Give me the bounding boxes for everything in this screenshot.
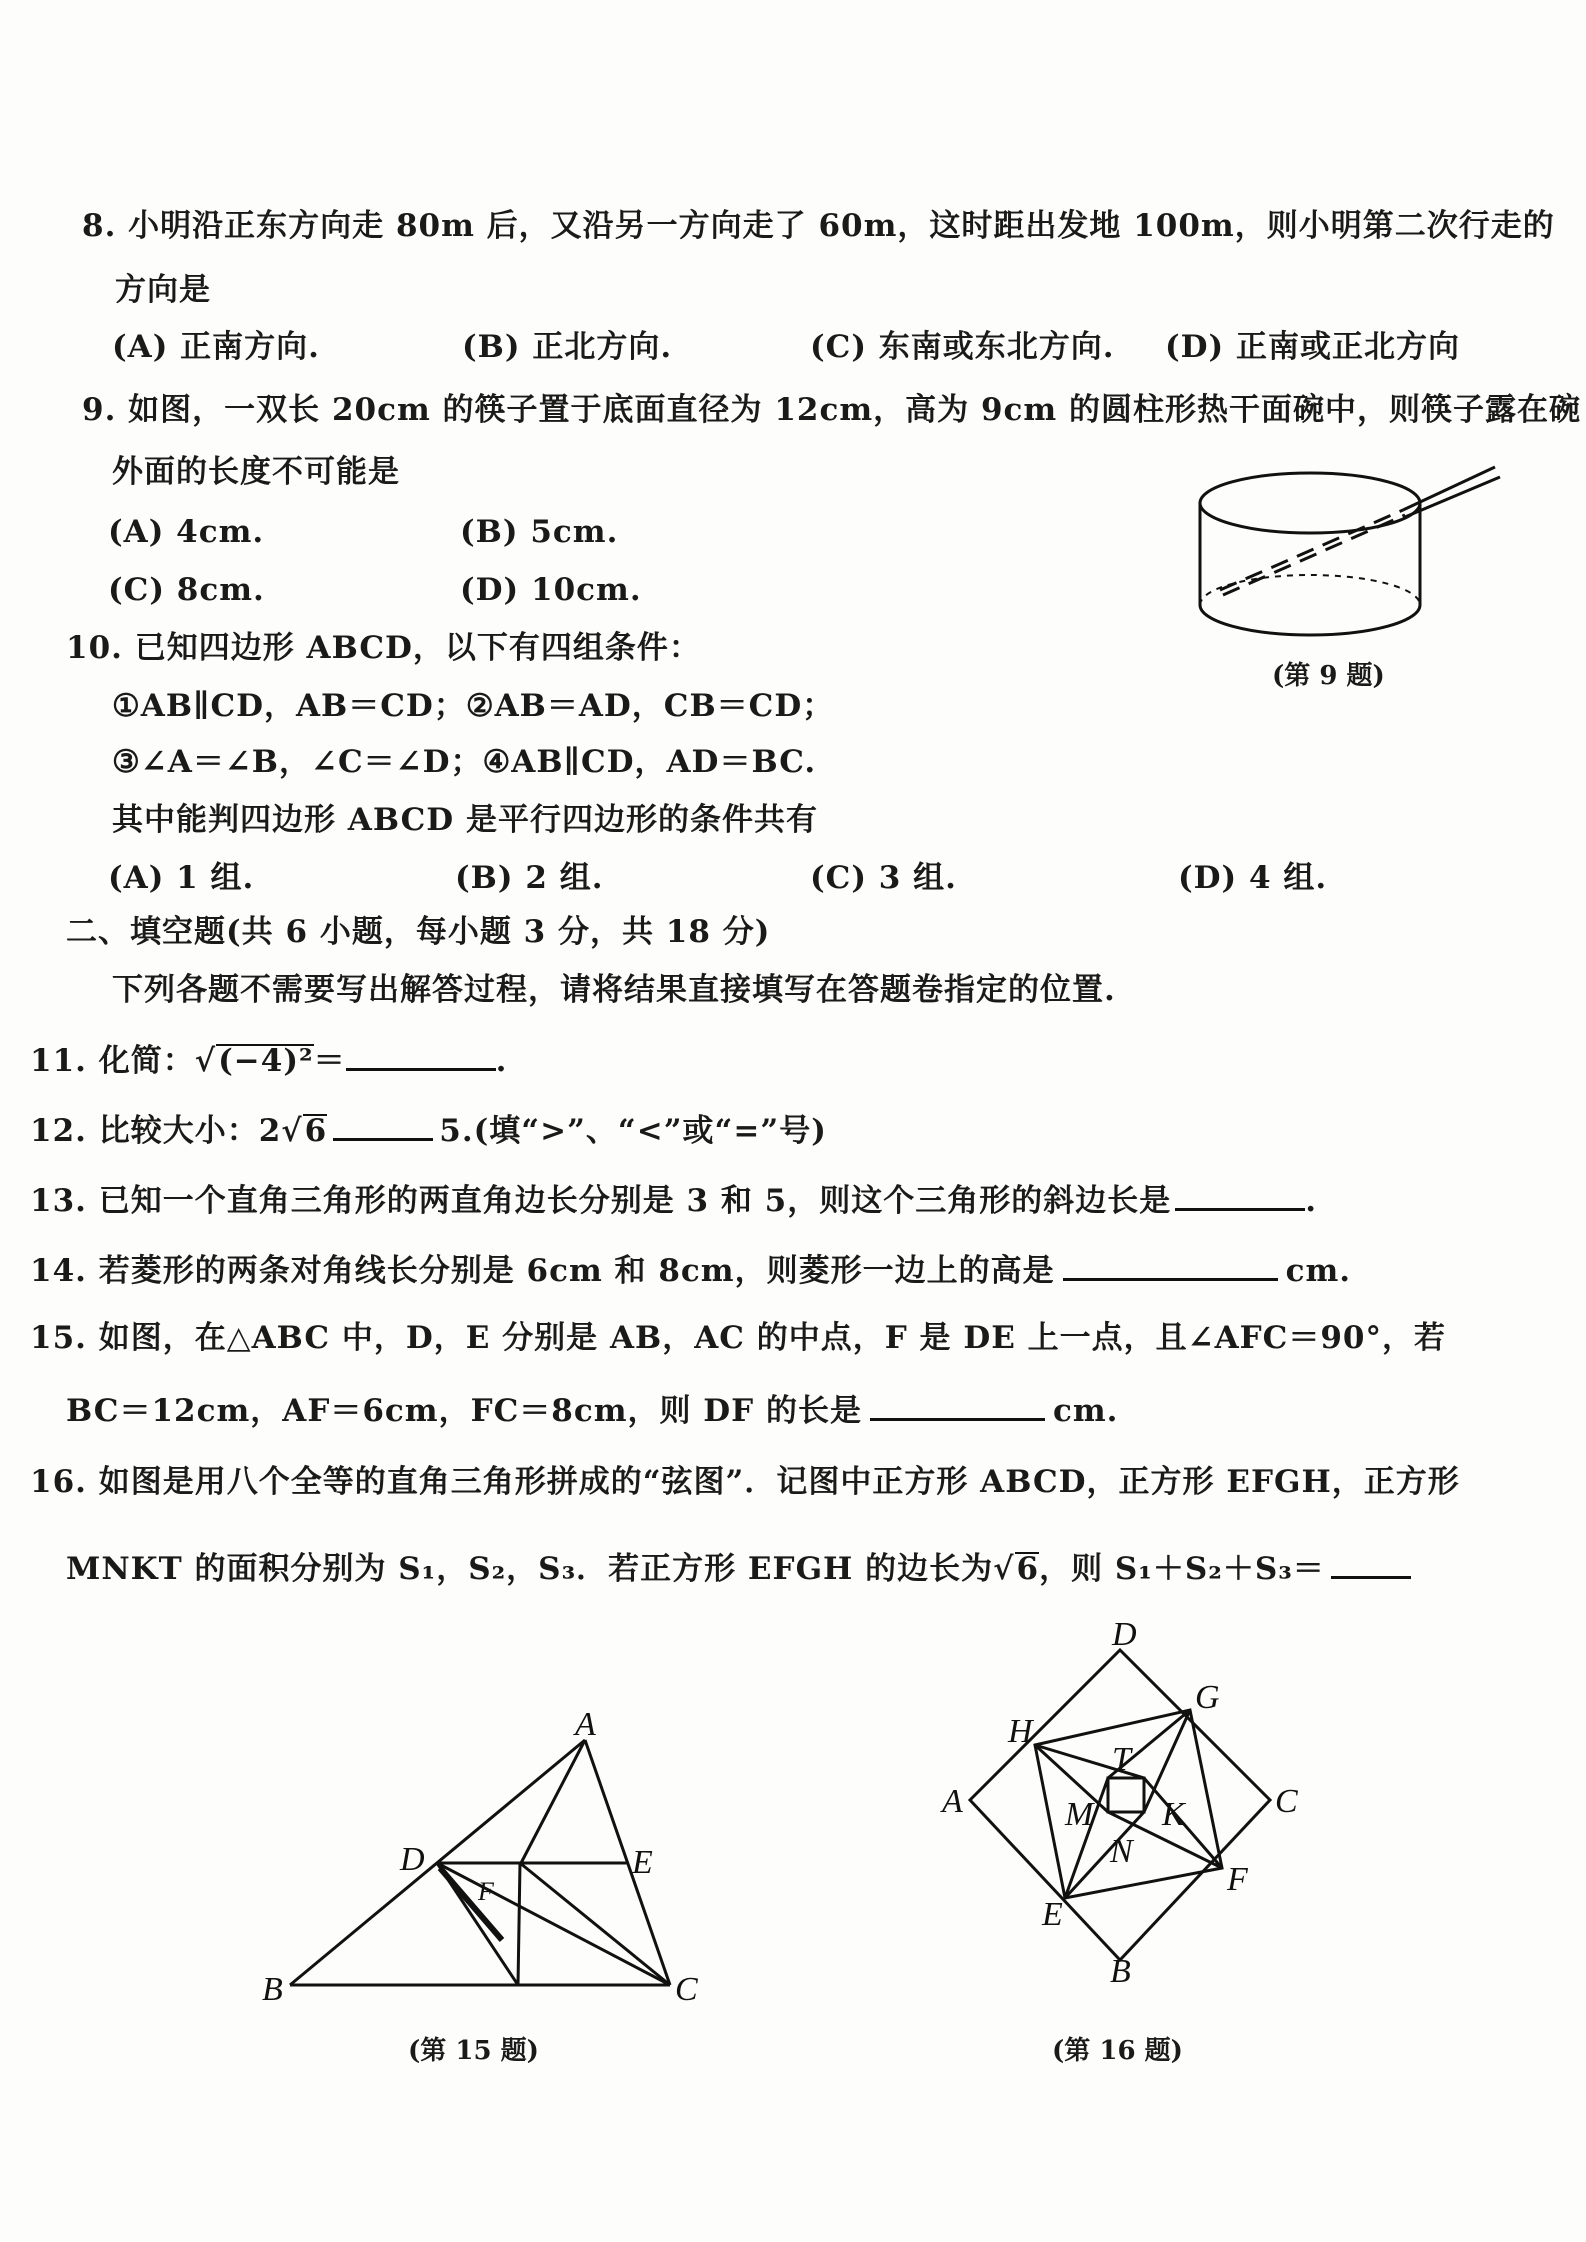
- sqrt-sign: √: [281, 1113, 303, 1149]
- q9-option-a: (A) 4cm.: [108, 514, 265, 550]
- q16-answer-blank[interactable]: [1331, 1546, 1411, 1579]
- figure-9-bowl: [1195, 455, 1515, 645]
- q14-suffix: cm.: [1285, 1253, 1352, 1289]
- q12-radicand: 6: [304, 1113, 328, 1149]
- q11-radicand: (−4)²: [218, 1043, 314, 1079]
- q8-option-b: (B) 正北方向.: [462, 329, 673, 365]
- fig16-label-h: H: [1008, 1713, 1033, 1750]
- sqrt-sign: √: [194, 1043, 217, 1079]
- q16-line1: 16. 如图是用八个全等的直角三角形拼成的“弦图”．记图中正方形 ABCD，正方形 EFGH，正方形: [30, 1464, 1460, 1500]
- q11-answer-blank[interactable]: [346, 1038, 496, 1071]
- q16-line2-b: ，则 S₁＋S₂＋S₃＝: [1039, 1551, 1325, 1587]
- q13-suffix: .: [1305, 1183, 1318, 1219]
- q10-conditions-1-2: ①AB∥CD，AB＝CD；②AB＝AD，CB＝CD；: [112, 688, 835, 724]
- q12: [30, 1108, 827, 1151]
- q8-option-c: (C) 东南或东北方向.: [810, 329, 1115, 365]
- q11-equals: ＝: [313, 1043, 346, 1079]
- q16-radicand: 6: [1016, 1551, 1040, 1587]
- fig16-label-k: K: [1162, 1796, 1185, 1833]
- q15-answer-blank[interactable]: [870, 1388, 1045, 1421]
- q8-option-d: (D) 正南或正北方向: [1165, 329, 1461, 365]
- q10-option-b: (B) 2 组.: [455, 860, 604, 896]
- q9-line1: 9. 如图，一双长 20cm 的筷子置于底面直径为 12cm，高为 9cm 的圆柱形热干面碗中，则筷子露在碗: [82, 392, 1581, 428]
- fig16-label-d: D: [1112, 1620, 1137, 1653]
- section2-heading: 二、填空题(共 6 小题，每小题 3 分，共 18 分): [66, 914, 771, 950]
- q10-line1: 10. 已知四边形 ABCD，以下有四组条件：: [66, 630, 701, 666]
- figure-16-string-diagram: [930, 1620, 1310, 2000]
- fig16-label-e: E: [1042, 1896, 1063, 1933]
- q10-option-c: (C) 3 组.: [810, 860, 957, 896]
- q11-suffix: .: [495, 1043, 508, 1079]
- figure-9-caption: (第 9 题): [1272, 661, 1385, 691]
- q10-option-d: (D) 4 组.: [1178, 860, 1328, 896]
- fig15-label-e: E: [632, 1844, 653, 1881]
- q14: [30, 1248, 1351, 1291]
- q12-prefix: 12. 比较大小：2: [30, 1113, 282, 1149]
- q8-option-a: (A) 正南方向.: [112, 329, 320, 365]
- q10-line4: 其中能判四边形 ABCD 是平行四边形的条件共有: [112, 802, 818, 838]
- figure-16-caption: (第 16 题): [1052, 2036, 1183, 2066]
- fig15-label-d: D: [400, 1841, 425, 1878]
- q12-suffix: 5.(填“>”、“<”或“=”号): [439, 1113, 827, 1149]
- q9-line2: 外面的长度不可能是: [112, 454, 400, 490]
- fig16-label-c: C: [1275, 1783, 1298, 1820]
- fig16-label-f: F: [1227, 1861, 1248, 1898]
- fig15-label-c: C: [675, 1971, 698, 2008]
- q11: [30, 1038, 507, 1081]
- q9-option-c: (C) 8cm.: [108, 572, 265, 608]
- fig15-label-f: F: [478, 1877, 494, 1906]
- fig15-label-b: B: [262, 1971, 283, 2008]
- q9-option-b: (B) 5cm.: [460, 514, 619, 550]
- q10-option-a: (A) 1 组.: [108, 860, 255, 896]
- sqrt-sign: √: [993, 1551, 1015, 1587]
- q12-answer-blank[interactable]: [333, 1108, 433, 1141]
- section2-instruction: 下列各题不需要写出解答过程，请将结果直接填写在答题卷指定的位置.: [112, 972, 1116, 1008]
- q8-line2: 方向是: [115, 272, 211, 308]
- fig16-label-a: A: [942, 1783, 963, 1820]
- figure-15-triangle: [250, 1710, 730, 2010]
- fig16-label-t: T: [1112, 1741, 1131, 1778]
- q15-line1: 15. 如图，在△ABC 中，D，E 分别是 AB，AC 的中点，F 是 DE 上一点，且∠AFC＝90°，若: [30, 1320, 1446, 1356]
- q15-line2-text: BC＝12cm，AF＝6cm，FC＝8cm，则 DF 的长是: [66, 1393, 862, 1429]
- fig16-label-g: G: [1195, 1679, 1220, 1716]
- q8-line1: 8. 小明沿正东方向走 80m 后，又沿另一方向走了 60m，这时距出发地 100m，则小明第二次行走的: [82, 208, 1555, 244]
- figure-15-caption: (第 15 题): [408, 2036, 539, 2066]
- q13: [30, 1178, 1317, 1221]
- fig16-label-b: B: [1110, 1953, 1131, 1990]
- q14-text: 14. 若菱形的两条对角线长分别是 6cm 和 8cm，则菱形一边上的高是: [30, 1253, 1055, 1289]
- q13-text: 13. 已知一个直角三角形的两直角边长分别是 3 和 5，则这个三角形的斜边长是: [30, 1183, 1172, 1219]
- q13-answer-blank[interactable]: [1175, 1178, 1305, 1211]
- fig16-label-m: M: [1065, 1796, 1094, 1833]
- q10-conditions-3-4: ③∠A＝∠B，∠C＝∠D；④AB∥CD，AD＝BC.: [112, 744, 817, 780]
- q15-line2: [66, 1388, 1118, 1431]
- q11-prefix: 11. 化简：: [30, 1043, 195, 1079]
- fig15-label-a: A: [575, 1710, 596, 1743]
- q16-line2-a: MNKT 的面积分别为 S₁，S₂，S₃．若正方形 EFGH 的边长为: [66, 1551, 994, 1587]
- q15-suffix: cm.: [1052, 1393, 1119, 1429]
- q14-answer-blank[interactable]: [1063, 1248, 1278, 1281]
- q16-line2: [66, 1546, 1411, 1589]
- q9-option-d: (D) 10cm.: [460, 572, 642, 608]
- fig16-label-n: N: [1110, 1833, 1133, 1870]
